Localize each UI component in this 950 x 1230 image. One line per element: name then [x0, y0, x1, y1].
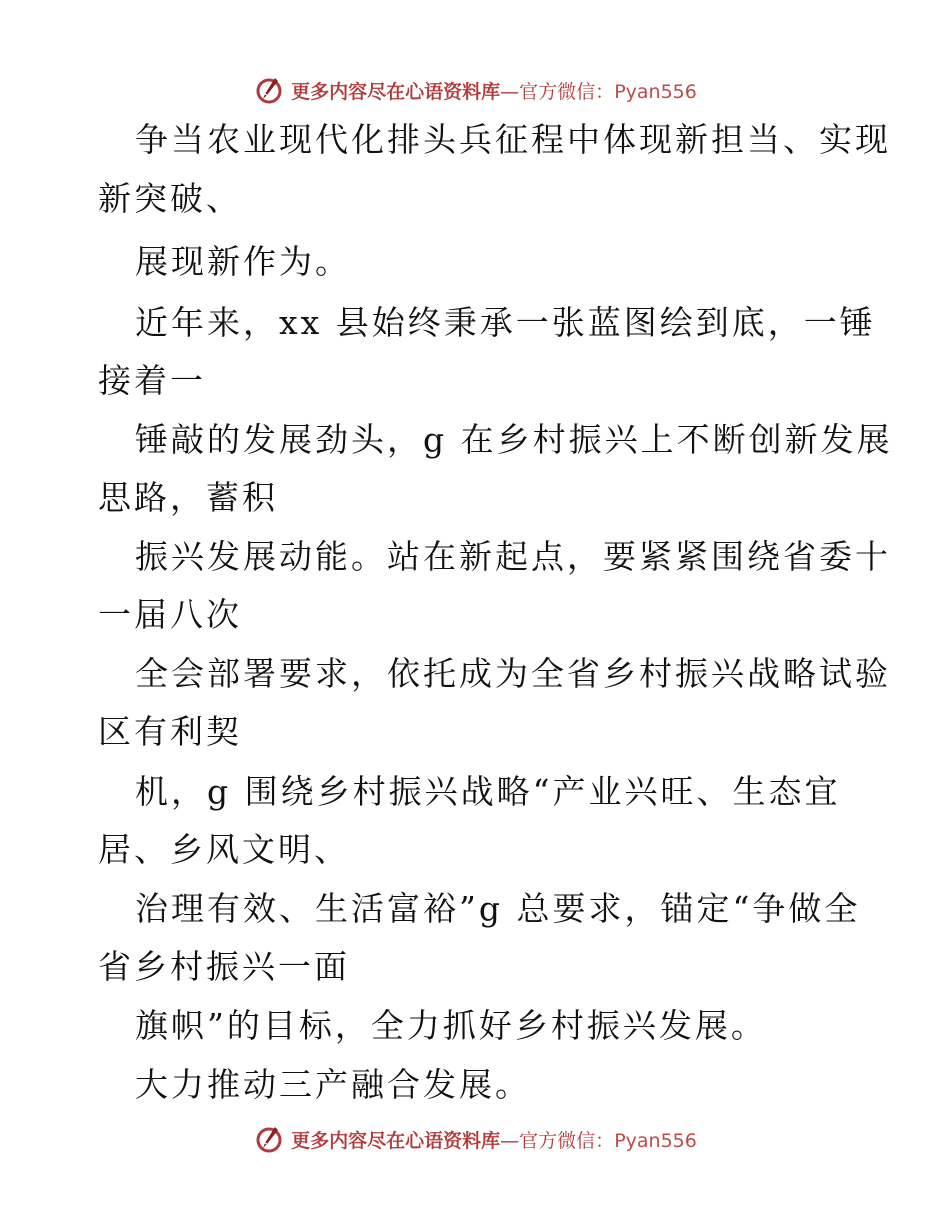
body-line: 机，g 围绕乡村振兴战略“产业兴旺、生态宜: [135, 772, 841, 811]
quill-pen-logo-icon: [253, 1123, 285, 1155]
header-banner-separator: —: [500, 80, 520, 103]
header-banner-lead: 更多内容尽在心语资料库: [291, 80, 501, 103]
body-line: 争当农业现代化排头兵征程中体现新担当、实现: [135, 120, 891, 159]
quill-pen-logo-icon: [253, 74, 285, 106]
header-banner-wechat-id: Pyan556: [614, 80, 697, 103]
footer-banner-lead: 更多内容尽在心语资料库: [291, 1129, 501, 1152]
footer-banner-text: [291, 1126, 697, 1153]
body-line: 省乡村振兴一面: [98, 947, 350, 986]
body-line: 旗帜”的目标，全力抓好乡村振兴发展。: [135, 1006, 767, 1045]
body-line: 接着一: [98, 361, 206, 400]
body-line: 新突破、: [98, 179, 242, 218]
header-banner-text: [291, 77, 697, 104]
footer-banner-wechat-id: Pyan556: [614, 1129, 697, 1152]
body-line: 振兴发展动能。站在新起点，要紧紧围绕省委十: [135, 537, 891, 576]
body-line: 全会部署要求，依托成为全省乡村振兴战略试验: [135, 654, 891, 693]
body-line: 区有利契: [98, 712, 242, 751]
body-line: 大力推动三产融合发展。: [135, 1065, 531, 1104]
body-line: 居、乡风文明、: [98, 830, 350, 869]
body-line: 近年来，xx 县始终秉承一张蓝图绘到底，一锤: [135, 303, 876, 342]
footer-banner-wechat-label: 官方微信：: [519, 1129, 615, 1152]
header-banner: [0, 73, 950, 107]
footer-banner-separator: —: [500, 1129, 520, 1152]
body-line: 一届八次: [98, 595, 242, 634]
body-line: 展现新作为。: [135, 242, 351, 281]
footer-banner: [0, 1122, 950, 1156]
body-line: 思路，蓄积: [98, 478, 278, 517]
header-banner-wechat-label: 官方微信：: [519, 80, 615, 103]
body-line: 治理有效、生活富裕”g 总要求，锚定“争做全: [135, 889, 861, 928]
body-line: 锤敲的发展劲头，g 在乡村振兴上不断创新发展: [135, 420, 893, 459]
